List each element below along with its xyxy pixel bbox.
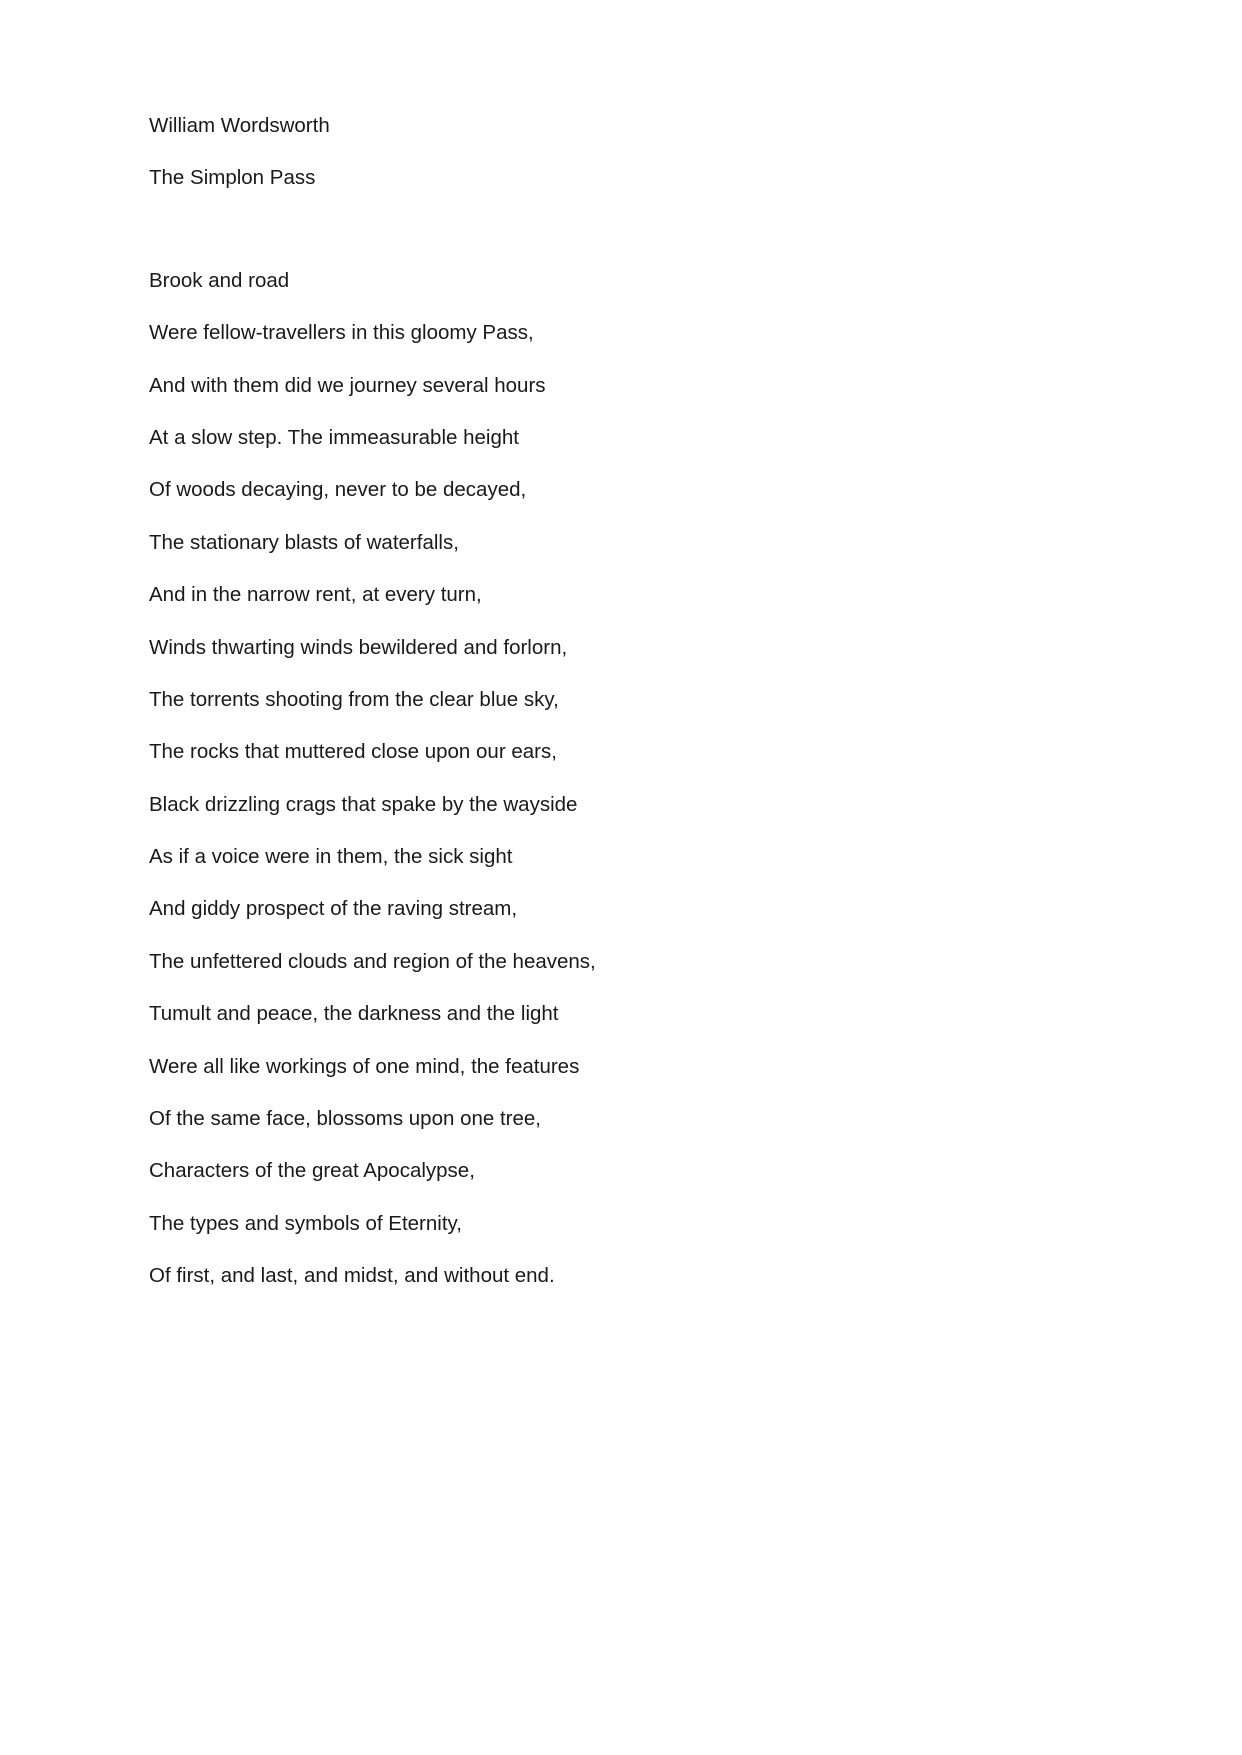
- stanza-gap: [149, 215, 1049, 265]
- poem-line: The rocks that muttered close upon our ears,: [149, 740, 557, 764]
- poem-line: Winds thwarting winds bewildered and forlorn,: [149, 635, 568, 659]
- poem-line: Black drizzling crags that spake by the wayside: [149, 792, 578, 816]
- poem-title: The Simplon Pass: [149, 166, 316, 190]
- poem-line: The unfettered clouds and region of the heavens,: [149, 949, 596, 973]
- poem-line: Brook and road: [149, 268, 290, 292]
- poem-line: The torrents shooting from the clear blue sky,: [149, 687, 559, 711]
- poem-line: Tumult and peace, the darkness and the light: [149, 1002, 559, 1026]
- poem-line: Were fellow-travellers in this gloomy Pass,: [149, 321, 534, 345]
- poem-line: At a slow step. The immeasurable height: [149, 425, 519, 449]
- poem-line: Characters of the great Apocalypse,: [149, 1159, 475, 1183]
- poem-line: The types and symbols of Eternity,: [149, 1211, 462, 1235]
- poem-line: The stationary blasts of waterfalls,: [149, 530, 459, 554]
- poem-line: As if a voice were in them, the sick sight: [149, 845, 513, 869]
- poem-line: And with them did we journey several hours: [149, 373, 546, 397]
- poem-line: Were all like workings of one mind, the features: [149, 1054, 580, 1078]
- poem-line: Of first, and last, and midst, and without end.: [149, 1264, 555, 1288]
- author-name: William Wordsworth: [149, 114, 330, 137]
- poem-line: Of woods decaying, never to be decayed,: [149, 478, 527, 502]
- poem-line: And in the narrow rent, at every turn,: [149, 583, 482, 607]
- poem-line: Of the same face, blossoms upon one tree,: [149, 1107, 541, 1131]
- poem-text: [149, 110, 1049, 1313]
- poem-line: And giddy prospect of the raving stream,: [149, 897, 518, 921]
